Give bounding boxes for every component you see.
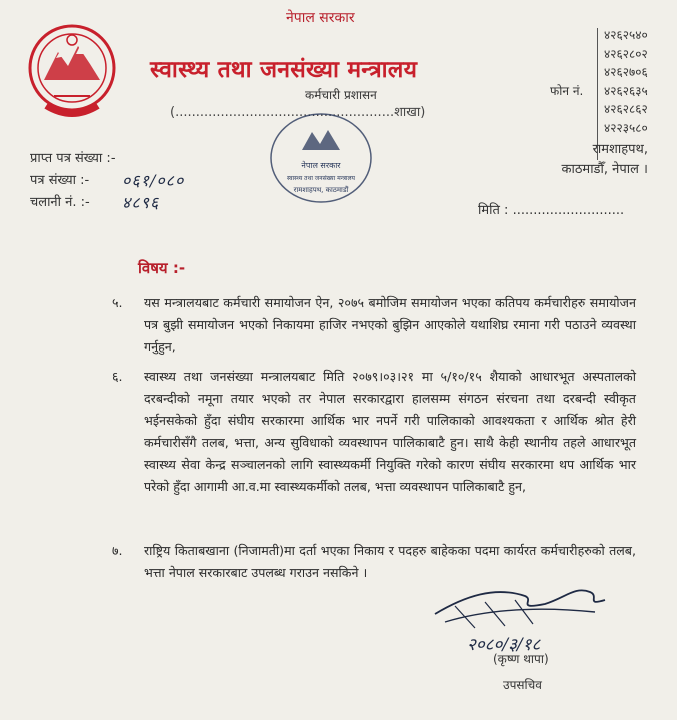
- branch-line: (.....................................................शाखा): [170, 105, 426, 120]
- paragraph-text: स्वास्थ्य तथा जनसंख्या मन्त्रालयबाट मिति २०७९।०३।२१ मा ५/१०/१५ शैयाको आधारभूत अस्पतालको दरबन्दीको नमूना तयार भएको तर नेपाल सरकारद्वारा हालसम्म संगठन संरचना तथा दरबन्दी स्वीकृत भईनसकेको हुँदा संघीय सरकारमा आर्थिक भार नपर्ने गरी पालिकाको आवश्यकता र आर्थिक श्रोत हेरी कर्मचारीसँगै तलब, भत्ता, अन्य सुविधाको व्यवस्थापन पालिकाबाटै हुन। साथै केही स्थानीय तहले आधारभूत स्वास्थ्य सेवा केन्द्र सञ्चालनको लागि स्वास्थ्यकर्मी नियुक्ति गरेको कारण संघीय सरकारमा थप आर्थिक भार परेको हुँदा आगामी आ.व.मा स्वास्थ्यकर्मीको तलब, भत्ता व्यवस्थापन पालिकाबाटै हुन,: [144, 369, 636, 494]
- phone-label: फोन नं.: [550, 84, 584, 98]
- phone-number: ४२६२८६२: [604, 102, 648, 116]
- phone-number: ४२६२६३५: [604, 83, 648, 98]
- phone-number: ४२६२८०२: [604, 46, 648, 61]
- paragraph-item: [112, 366, 636, 526]
- phone-number: ४२२३५८०: [604, 120, 648, 135]
- paragraph-number: ६.: [112, 369, 123, 384]
- address-line-1: रामशाहपथ,: [592, 142, 648, 157]
- paragraph-item: [112, 292, 636, 362]
- office-address: [528, 140, 648, 180]
- stamp-line-3: रामशाहपथ, काठमाडौं: [293, 186, 349, 194]
- dispatch-number-value: ४८९६: [122, 193, 160, 212]
- phone-number: ४२६२७०६: [604, 65, 648, 79]
- signature: [415, 566, 635, 656]
- office-stamp: [268, 110, 374, 206]
- reference-block: [30, 148, 184, 214]
- letter-number-value: ०६१/०८०: [122, 171, 185, 190]
- paragraph-text: यस मन्त्रालयबाट कर्मचारी समायोजन ऐन, २०७५ बमोजिम समायोजन भएका कतिपय कर्मचारीहरु समायोजन पत्र बुझी समायोजन भएको निकायमा हाजिर नभएको बुझिन आएकोले यथाशिघ्र रमाना गरी पठाउने व्यवस्था गर्नुहुन,: [144, 295, 636, 354]
- address-line-2: काठमाडौँ, नेपाल ।: [561, 162, 648, 177]
- stamp-line-1: नेपाल सरकार: [301, 161, 341, 170]
- phone-list: [604, 26, 648, 137]
- date-field: मिति : ...........................: [478, 203, 625, 218]
- signatory-name: (कृष्ण थापा): [493, 652, 549, 666]
- received-letter-label: प्राप्त पत्र संख्या :-: [30, 151, 116, 166]
- stamp-line-2: स्वास्थ्य तथा जनसंख्या मन्त्रालय: [286, 175, 356, 182]
- paragraph-number: ५.: [112, 295, 123, 310]
- department-name: कर्मचारी प्रशासन: [305, 88, 377, 102]
- subject-label: विषय :-: [138, 259, 186, 277]
- phone-number: ४२६२५४०: [604, 28, 648, 42]
- nepal-emblem-icon: [26, 18, 118, 128]
- government-title: नेपाल सरकार: [286, 10, 355, 26]
- dispatch-number-label: चलानी नं. :-: [30, 195, 90, 210]
- signatory-designation: उपसचिव: [503, 678, 542, 692]
- signature-date: २०८०/३/१८: [467, 635, 541, 655]
- letter-number-label: पत्र संख्या :-: [30, 173, 90, 188]
- ministry-title: स्वास्थ्य तथा जनसंख्या मन्त्रालय: [150, 57, 418, 83]
- paragraph-text: राष्ट्रिय किताबखाना (निजामती)मा दर्ता भएका निकाय र पदहरु बाहेकका पदमा कार्यरत कर्मचारीहरुको तलब, भत्ता नेपाल सरकारबाट उपलब्ध गराउन नसकिने ।: [144, 543, 636, 580]
- paragraph-number: ७.: [112, 543, 123, 558]
